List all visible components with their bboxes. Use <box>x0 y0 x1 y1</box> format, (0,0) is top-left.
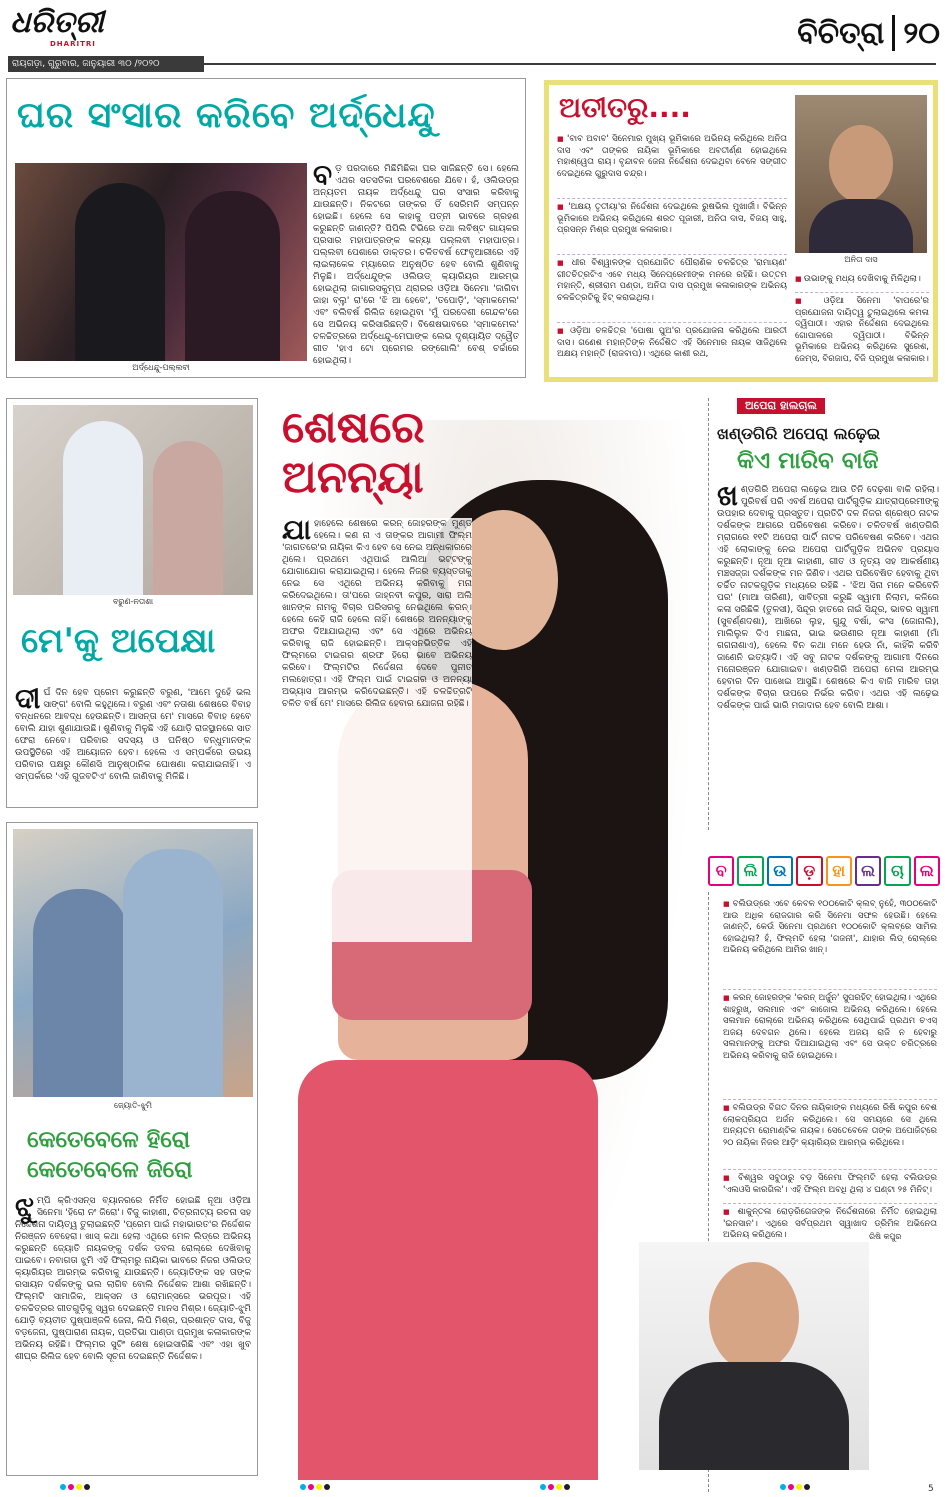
registration-dot <box>540 1484 546 1490</box>
registration-dot <box>788 1484 794 1490</box>
atitaru-photo <box>795 95 927 253</box>
atitaru-box <box>544 80 938 382</box>
bollywood-banner-tile: ଚା <box>884 856 910 886</box>
bollywood-banner-tile: ହା <box>826 856 852 886</box>
opera-body-text: ଣ୍ଡଗିରି ଅପେରା ଲଢ଼େଇ ଆଉ ତିନି ଦେଢ଼ଶା ବାକି ରହିଲା। ପୁରିବର୍ଷ ପରି ଏବର୍ଷ ଅପେରା ପାର୍ଟିଗୁଡ଼ିକ ଯାତ୍ରାପ୍ରେମୀଙ୍କୁ ଉପହାର ଦେବାକୁ ପ୍ରସ୍ତୁତ। ପ୍ରତିଟି ଦଳ ନିଜର ଶ୍ରେଷ୍ଠ ନାଟକ ଦର୍ଶକଙ୍କ ଆଗରେ ପରିବେଷଣ କରିବେ। ଚଳିତବର୍ଷ ଖଣ୍ଡଗିରି ମ୍ରାଗରେ ୧୧ଟି ଅପେରା ପାର୍ଟି ନାଟକ ପରିବେଷଣ କରିବେ। ଏଥର ଏହି ଲୋକାଙ୍କୁ ନେଇ ଅପେରା ପାର୍ଟିଗୁଡ଼ିକ ଅଭିନବ ପ୍ରୟାସ କରୁଛନ୍ତି। ନୂଆ ନୂଆ କାହାଣୀ, ଗୀତ ଓ ନୃତ୍ୟ ସହ ଆକର୍ଷଣୀୟ ମଞ୍ଚସଜ୍ଜା ଦର୍ଶକଙ୍କ ମନ ଜିଣିବ। ଏଥର ପରିବେଷିତ ହେବାକୁ ଥିବା ଚର୍ଚ୍ଚିତ ନାଟକଗୁଡ଼ିକ ମଧ୍ୟରେ ରହିଛି - 'ଝିଅ ସିନା ମନେ କରିବେନି ପର' (ମାଆ ତାରିଣୀ), ସାବିତ୍ରୀ କରୁଛି ସ୍ୱାମୀ ନିଲାମ, କଳିରେ କଳା ସରିଛିକି (ତୁଳସୀ), ସିନ୍ଦୂର ହାତରେ ନାଇଁ ସିନ୍ଦୂର, ଭାବର ସ୍ୱାମୀ (ସୁବର୍ଣ୍ଣଦଶା), ଆଖିରେ ଲୁହ, ଗୁନ୍ଦୁ ବର୍ଷା, କଂସ (ଜୋନାଲି), ମାଲିଲୁଳ ଦିଏ ମାଛନା, ଭାଇ ଭଉଣୀର ନୂଆ କାହାଣୀ (ମାଁ ଗଗନାଶାଏ), ହେଲେ ବିନ କଥା ମନେ ହେଉ ନାଁ, କାହିଁକି କରିବି ଜାଣେନି ଇତ୍ୟାଦି। ଏହି ସବୁ ନାଟକ ଦର୍ଶକଙ୍କୁ ଆଗାମୀ ଦିନରେ ମନୋରଞ୍ଜନ ଯୋଗାଇବ। ଖଣ୍ଡଗିରି ଅପେରା ମେଳା ଆରମ୍ଭ ହେବାର ଦିନ ପାଖେଇ ଆସୁଛି। ଶେଷରେ କିଏ ବାଜି ମାରିବ ତାହା ଦର୍ଶକଙ୍କ ବିଚାର ଉପରେ ନିର୍ଭର କରିବ। ଏଥର ଏହି ଲଢ଼େଇ ଦର୍ଶକଙ୍କ ପାଇଁ ଭାରି ମଜାଦାର ହେବ ବୋଲି ଆଶା। <box>717 485 939 711</box>
registration-dot <box>556 1484 562 1490</box>
lead-body-text: ଡ଼ ପରଦାରେ ମିଛିମିଛିକା ଘର ସାଜିଛନ୍ତି ସେ। ହେଲେ ଏଥର ସତସତିକା ଘରବେଶରେ ଯିବେ। ହଁ, ଓଲିଉଡ୍‌ର ଅନ୍ୟତମ ନାୟକ ଅର୍ଦ୍ଧେନ୍ଦୁ ଘର ସଂସାର କରିବାକୁ ଯାଉଛନ୍ତି। ନିକଟରେ ତାଙ୍କର ଡିଁ ସେରିମନି ସମ୍ପନ୍ନ ହୋଇଛି। ହେଲେ ସେ କାହାକୁ ପତ୍ନୀ ଭାବରେ ଗ୍ରହଣ କରୁଛନ୍ତି ଜାଣନ୍ତି? ପିପିଲି ଟିଭିରେ ତଥା ଲବିଷ୍ଟ ଗାୟକର ପ୍ରସାର ମହାପାତ୍ରଙ୍କ କନ୍ୟା ପଲ୍ଲବୀ ମହାପାତ୍ର। ପଲ୍ଲବୀ ପେଶାରେ ଡାକ୍ତର। ଚଳିତବର୍ଷ ଫେବୃଆରୀରେ ଏହି ଲାଇଲାକେକ ମ୍ୟାରେଜ ଅନୁଷ୍ଠିତ ହେବ ବୋଲି ଶୁଣିବାକୁ ମିଳୁଛି। ଅର୍ଦ୍ଧେନ୍ଦୁଙ୍କ ଓଲିଉଡ୍ କ୍ୟାରିୟର ଆରମ୍ଭ ହୋଇଥିଲା ଜାଗାରସକୁମ୍ପ ଥ୍ରାରର ଓଡ଼ିଆ ସିନେମା 'ଜାଗିବା ଜାହା ବ୍ଲୁ' ରା'ରେ 'ଝି ଆ ହେବେ', 'ତପୋଡ଼ି', 'ସ୍ମାକମେଲ' ଏବଂ ବଲିବର୍ଷ ରିଲିଜ ହୋଇଥିବା 'ମୁଁ ପରଦେଶୀ ଗେନ୍ଦଳ'ରେ ସେ ଅଭିନୟ କରିସାରିଛନ୍ତି। ବିଶେଷଭାବରେ 'ସ୍ମାକମେଲ' ଚଳଚ୍ଚିତ୍ରରେ ଅର୍ଦ୍ଧେନ୍ଦୁ-ମେଘାଙ୍କ ଲେଭ ଦୃଶ୍ୟାୟିତ ଦ୍ୱୈତ ଗୀତ 'ହାଏ ଟୋ ପ୍ରେମର ରଙ୍ଗୋଲି' ବେଶ୍ ଚର୍ଚ୍ଚାରେ ହୋଇଥିଲା। <box>313 164 519 366</box>
registration-dot <box>564 1484 570 1490</box>
registration-dot <box>84 1484 90 1490</box>
opera-body <box>717 484 939 824</box>
opera-tag: ଅପେରା ହାଲଚାଲ <box>737 398 825 414</box>
rishi-photo <box>639 1242 869 1470</box>
dateline: ରାୟଗଡ଼ା, ଗୁରୁବାର, ଜାନୁୟାରୀ ୩୦ /୨୦୨୦ <box>12 59 160 69</box>
lead-headline: ଘର ସଂସାର କରିବେ ଅର୍ଦ୍ଧେନ୍ଦୁ <box>17 95 436 136</box>
footer-registration <box>0 1482 945 1496</box>
registration-dot <box>548 1484 554 1490</box>
list-item: ■ ଓଡ଼ିଆ ଚଳଚ୍ଚିତ୍ର 'ପୋଷା ପୁଅ'ର ପ୍ରଯୋଜନା କରିଥିଲେ ଆରତୀ ଦାସ। ଗଣେଶ ମହାନ୍ତିଙ୍କ ନିର୍ଦ୍ଦେଶିତ ଏହି ସିନେମାର ନାୟକ ସାଜିଥିଲେ ଅକ୍ଷୟ ମହାନ୍ତି (ରାଜବାପ)। ଏଥିରେ କାଶୀ ରଥ, <box>557 323 787 367</box>
atitaru-photo-face <box>829 125 893 203</box>
logo-text: ଧରିତ୍ରୀ <box>10 5 104 40</box>
registration-dot <box>796 1484 802 1490</box>
bollywood-banner-tile: ଲି <box>737 856 763 886</box>
opera-story-box <box>708 398 940 830</box>
list-item: ■ 'ବାବ ଅବାବ' ସିନେମାର ମୁଖ୍ୟ ଭୂମିକାରେ ଅଭିନୟ କରିଥିଲେ ଅନିତା ଦାସ ଏବଂ ତାଙ୍କର ନାୟିକା ଭୂମିକାରେ ଅବତୀର୍ଣ୍ଣ ହୋଇଥିଲେ ମହାଶ୍ୱେତା ରାୟ। ବୃନ୍ଦାବନ ଜେନା ନିର୍ଦ୍ଦେଶନା ଦେଇଥିବା ବେଳେ ସଙ୍ଗୀତ ଦେଇଥିଲେ ଗୁରୁଦାସ ଚନ୍ଦ୍ର। <box>557 131 787 199</box>
lead-photo-figure-right <box>185 191 280 361</box>
ananya-body <box>282 518 472 942</box>
page-number: ୨୦ <box>903 15 940 51</box>
list-item: ■ ଉଭାଙ୍କୁ ମଧ୍ୟ ଦେଖିବାକୁ ମିଳିଥିଲା। <box>795 271 929 293</box>
atitaru-photo-caption: ଅନିତା ଦାସ <box>844 255 878 264</box>
registration-dot <box>308 1484 314 1490</box>
registration-dot <box>68 1484 74 1490</box>
lead-photo-caption: ଅର୍ଦ୍ଧେନ୍ଦୁ-ପଲ୍ଲବୀ <box>132 363 190 372</box>
atitaru-list <box>557 131 787 367</box>
registration-mark <box>780 1484 810 1490</box>
varun-body-text: ର୍ଘ ଦିନ ହେବ ପ୍ରେମ କରୁଛନ୍ତି ବରୁଣ, 'ଆମେ ଦୁହେଁ ଭଲ ସାଙ୍ଗ' ବୋଲି କହୁଥିଲେ। ବରୁଣ ଏବଂ ନତାଶା ଶେଷରେ ବିବାହ ବନ୍ଧନରେ ଆବଦ୍ଧ ହେଉଛନ୍ତି। ଆସନ୍ତା ମେ' ମାସରେ ବିବାହ ହେବେ ବୋଲି ଯାହା ଶୁଣାଯାଉଛି। ଶୁଣିବାକୁ ମିଳୁଛି ଏହି ଯୋଡ଼ି ରାଜସ୍ଥାନରେ ସାତ ଫେରା ନେବେ। ପରିବାର ସଦସ୍ୟ ଓ ଘନିଷ୍ଠ ବନ୍ଧୁମାନଙ୍କ ଉପସ୍ଥିତିରେ ଏହି ଆୟୋଜନ ହେବ। ହେଲେ ଏ ସମ୍ପର୍କରେ ଉଭୟ ପରିବାର ପକ୍ଷରୁ କୌଣସି ଆନୁଷ୍ଠାନିକ ଘୋଷଣା କରାଯାଇନାହିଁ। ଏ ସମ୍ପର୍କରେ 'ଏହି ଗୁଜବଟିଏ' ବୋଲି ଜାଣିବାକୁ ମିଳିଛି। <box>15 688 251 782</box>
logo-sub: DHARITRI <box>50 40 96 48</box>
list-item: ■ 'ଅକ୍ଷୟ ତୃତୀୟା'ର ନିର୍ଦ୍ଦେଶନା ଦେଇଥିଲେ ରୁଷଭିଲ ମୁଖାର୍ଜୀ। ବିଭିନ୍ନ ଭୂମିକାରେ ଅଭିନୟ କରିଥିଲେ ଶରତ ପୂଜାରୀ, ଅନିତା ଦାସ, ବିଜୟ ସାହୁ, ପ୍ରସନ୍ନ ମିଶ୍ର ପ୍ରମୁଖ କଳାକାର। <box>557 199 787 255</box>
list-item: ■ ଶାକୁନ୍ତଳା ରୋଡ଼ରିଗେଜଙ୍କ ନିର୍ଦ୍ଦେଶନାରେ ନିର୍ମିତ ହୋଇଥିଲା 'ଇନସାନ'। ଏଥିରେ ସର୍ବପ୍ରଥମ ସ୍ୱାଖାଦ ଡ୍ରିମିଳ ଅଭିନେତା ଅଭିନୟ କରିଥିଲେ। <box>723 1204 937 1248</box>
opera-headline-1: ଖଣ୍ଡଗିରି ଅପେରା ଲଢ଼େଇ <box>717 424 881 443</box>
jyoti-photo <box>13 829 253 1097</box>
varun-body <box>15 687 251 803</box>
list-item: ■ ଧୀର ବିଶ୍ୱାଳଙ୍କ ପ୍ରଯୋଜିତ ପୌରାଣିକ ଚଳଚ୍ଚିତ୍ର 'ରାମାୟଣ' ଗୀତଚିତ୍ରଟିଏ ଏବେ ମଧ୍ୟ ସିନେପ୍ରେମୀଙ୍କ ମନରେ ରହିଛି। ଉତ୍ତମ ମହାନ୍ତି, ଶ୍ରୀରାମ ପଣ୍ଡା, ଅନିତା ଦାସ ପ୍ରମୁଖ କଳାକାରଙ୍କ ଅଭିନୟ ଚଳଚ୍ଚିତ୍ରଟିକୁ ହିଟ୍ କରାଇଥିଲା। <box>557 255 787 323</box>
dateline-bar <box>8 56 204 72</box>
varun-photo <box>13 405 253 595</box>
opera-headline-2: କିଏ ମାରିବ ବାଜି <box>737 448 879 474</box>
lead-story-box <box>6 78 526 378</box>
section-name: ବିଚିତ୍ରା <box>797 15 885 51</box>
list-item: ■ କରନ୍ ଜୋହରଙ୍କ 'କରନ୍ ଅର୍ଜୁନ' ସୁପରହିଟ୍ ହୋଇଥିଲା। ଏଥିରେ ଶାହରୁଖ୍, ସଲମାନ ଏବଂ କାଜୋଲ ଅଭିନୟ କରିଥିଲେ। ହେଲେ ସଲମାନ ରୋଲ୍‌ରେ ଅଭିନୟ କରିଥିଲେ ସେଥିପାଇଁ ପ୍ରଥମ ଚଏସ୍ ଅଜୟ ଦେବଗନ ଥିଲେ। ହେଲେ ଅଜୟ ରାଜି ନ ହେବାରୁ ସଲମାନଙ୍କୁ ଅଫର ଦିଆଯାଇଥିଲା ଏବଂ ସେ ଉକ୍ତ ଚରିତ୍ରରେ ଅଭିନୟ କରିବାକୁ ରାଜି ହୋଇଥିଲେ। <box>723 990 937 1100</box>
ananya-photo-skirt <box>298 1060 598 1480</box>
jyoti-body <box>15 1195 251 1471</box>
atitaru-heading: ଅତୀତରୁ.... <box>559 91 691 124</box>
section-header <box>735 8 940 58</box>
bollywood-list <box>723 896 937 1248</box>
jyoti-photo-caption: ଜ୍ୟୋତି-ଝୁମି <box>114 1101 152 1110</box>
list-item: ■ ବଲିଉଡ୍‌ରେ ଏବେ କେବଳ ୧୦୦କୋଟି କ୍ଲବ୍ ନୁହେଁ, ୩୦୦କୋଟି ଆଉ ଅଧିକ ରୋଜଗାର କରି ସିନେମା ସଫଳ ହେଉଛି। ହେଲେ ଜାଣନ୍ତି, କେଉଁ ସିନେମା ପ୍ରଥମେ ୧୦୦କୋଟି କ୍ଲବ୍‌ରେ ସାମିଲ ହୋଇଥିଲା? ହଁ, ଫିଲ୍ମଟି ହେଲା 'ଗଜନୀ', ଯାହାର ଲିଡ୍ ରୋଲ୍‌ରେ ଅଭିନୟ କରିଥିଲେ ଆମିର ଖାନ୍। <box>723 896 937 990</box>
registration-dot <box>780 1484 786 1490</box>
varun-dropcap: ଦୀ <box>15 687 41 715</box>
ananya-dropcap: ଯା <box>282 518 312 546</box>
jyoti-photo-figure-right <box>123 849 223 1097</box>
bollywood-banner-tile: ଡ଼ <box>796 856 822 886</box>
registration-mark <box>60 1484 90 1490</box>
lead-photo <box>15 163 307 361</box>
atitaru-side-list <box>795 271 929 373</box>
jyoti-headline-1: କେତେବେଳେ ହିରୋ <box>27 1127 191 1153</box>
rishi-photo-face <box>709 1262 799 1372</box>
lead-body <box>313 163 519 373</box>
rishi-photo-caption: ରିଷି କପୁର <box>869 1232 902 1241</box>
bollywood-banner-tile: ଲ <box>855 856 881 886</box>
lead-photo-figure-left <box>75 183 165 361</box>
registration-dot <box>316 1484 322 1490</box>
ananya-headline-1: ଶେଷରେ <box>282 402 425 453</box>
list-item: ■ ବିଶ୍ୱର ସବୁଠାରୁ ବଡ଼ ସିନେମା ଫିଲ୍ମଟି ହେଲା ବଲିଉଡ୍‌ର 'ଏଲଓସି କାରଗିଲ'। ଏହି ଫିଲ୍ମ ଅବଧି ଥିଲା ୪ ଘଣ୍ଟା ୨୫ ମିନିଟ୍। <box>723 1170 937 1204</box>
list-item: ■ ଓଡ଼ିଆ ସିନେମା 'ବାପରେ'ର ପ୍ରଯୋଜନା ଦାୟିତ୍ୱ ତୁଲାଇଥିଲେ କମଳା ଦ୍ୱିପାଠୀ। ଏହାର ନିର୍ଦ୍ଦେଶନା ଦେଇଥିଲେ ଗୋପାଳରେ ଦ୍ୱିପାଠୀ। ବିଭିନ୍ନ ଭୂମିକାରେ ଅଭିନୟ କରିଥିଲେ ସୁରେଶ, ଜେମ୍ସ, ବିରଜାପ, ବିଜି ପ୍ରମୁଖ କଳାକାର। <box>795 293 929 373</box>
registration-mark <box>540 1484 570 1490</box>
lead-dropcap: ବ <box>313 163 333 191</box>
rishi-photo-body <box>659 1362 849 1470</box>
bollywood-banner <box>708 856 940 886</box>
bollywood-banner-tile: ଉ <box>767 856 793 886</box>
varun-story-box <box>6 398 258 808</box>
varun-photo-figure-right <box>153 441 223 595</box>
jyoti-dropcap: ଝୁ <box>15 1195 35 1223</box>
ananya-body-text: ହାହେଲେ ଶେଷରେ କରନ୍ ଜୋହରଙ୍କ ମୁଣ୍ଡ ହେଲେ। କଣ ନା ଏ ତାଙ୍କର ଆଗାମୀ ଫିଲ୍ମ 'ଜାଗତରେ'ର ନାୟିକା କିଏ ହେବ ସେ ନେଇ ଅନ୍ଧକାରରେ ଥିଲେ। ପ୍ରଥମେ ଏଥିପାଇଁ ଆଲିଆ ଭଟ୍ଟଙ୍କୁ ଯୋଗାଯୋଗ କରାଯାଇଥିଲା। ହେଲେ ନିଜର ବ୍ୟସ୍ତତାକୁ ନେଇ ସେ ଏଥିରେ ଅଭିନୟ କରିବାକୁ ମନା କରିଦେଇଥିଲେ। ତା'ପରେ ଜାହ୍ନବୀ କପୁର, ସାରା ଅଲି ଖାନଙ୍କ ନାମକୁ ବିଚାର ପରିସରକୁ ନେଇଥିଲେ କରନ୍। ହେଲେ କେହି ରାଜି ହେଲେ ନାହିଁ। ଶେଷରେ ଅନନ୍ୟାଙ୍କୁ ଅଫର ଦିଆଯାଇଥିଲା ଏବଂ ସେ ଏଥିରେ ଅଭିନୟ କରିବାକୁ ରାଜି ହୋଇଛନ୍ତି। ଆକ୍ସନଭିତ୍ତିକ ଏହି ଫିଲ୍ମରେ ଟାଇଗର ଶ୍ରଫ ହିରୋ ଭାବେ ଅଭିନୟ କରିବେ। ଫିଲ୍ମଟିର ନିର୍ଦ୍ଦେଶନା ଦେବେ ପୁନୀତ ମଲହୋତ୍ରା। ଏହି ଫିଲ୍ମ ପାଇଁ ଟାଇଗର ଓ ଅନନ୍ୟା ଅଭ୍ୟାସ ଆରମ୍ଭ କରିଦେଇଛନ୍ତି। ଏହି ଚଳଚ୍ଚିତ୍ରଟି ଚଳିତ ବର୍ଷ ମେ' ମାସରେ ରିଲିଜ ହେବାର ଯୋଜନା ରହିଛି। <box>282 519 472 709</box>
registration-mark <box>300 1484 330 1490</box>
ananya-headline-2: ଅନନ୍ୟା <box>282 452 424 503</box>
varun-headline: ମେ'କୁ ଅପେକ୍ଷା <box>21 621 216 661</box>
registration-dot <box>804 1484 810 1490</box>
varun-photo-figure-left <box>63 421 143 595</box>
section-divider <box>892 15 895 51</box>
varun-photo-caption: ବରୁଣ-ନତାଶା <box>112 597 154 606</box>
jyoti-story-box <box>6 822 258 1476</box>
top-rule <box>204 63 936 65</box>
registration-dot <box>300 1484 306 1490</box>
atitaru-photo-body <box>809 199 913 253</box>
masthead-logo <box>10 6 200 54</box>
registration-dot <box>60 1484 66 1490</box>
jyoti-headline-2: କେତେବେଳେ ଜିରୋ <box>27 1157 193 1183</box>
registration-dot <box>76 1484 82 1490</box>
jyoti-body-text: ମ୍ପି କ୍ରିଏସନ୍ସ ବ୍ୟାନରରେ ନିର୍ମିତ ହୋଇଛି ନୂଆ ଓଡ଼ିଆ ସିନେମା 'ହିରୋ ନଂ ଜିରୋ'। ବିଜୁ କାହାଣୀ, ଚିତ୍ରନାଟ୍ୟ ରଚନା ସହ ନିର୍ଦ୍ଦେଶନା ଦାୟିତ୍ୱ ତୁଲାଇଛନ୍ତି 'ପ୍ରେମ ପାଇଁ ମହାଭାରତ'ର ନିର୍ଦ୍ଦେଶକ ନିରଞ୍ଜନ ବେହେରା। ଖାସ୍ କଥା ହେଲା ଏଥିରେ ମେଳ ଲିଡ୍‌ରେ ଅଭିନୟ କରୁଛନ୍ତି ଜ୍ୟୋତି ନାୟକଙ୍କୁ ଦର୍ଶକ ଡବଲ ରୋଲ୍‌ରେ ଦେଖିବାକୁ ପାଇବେ। ନବାଗତା ଝୁମି ଏହି ଫିଲ୍ମରୁ ନାୟିକା ଭାବରେ ନିଜର ଓଲିଉଡ୍ କ୍ୟାରିୟର ଆରମ୍ଭ କରିବାକୁ ଯାଉଛନ୍ତି। ଜ୍ୟୋତିଙ୍କ ସହ ତାଙ୍କ ରସାୟନ ଦର୍ଶକଙ୍କୁ ଭଲ ଲାଗିବ ବୋଲି ନିର୍ଦ୍ଦେଶକ ଆଶା ରଖିଛନ୍ତି। ଫିଲ୍ମଟି ସାମାଜିକ, ଆକ୍ସନ ଓ ରୋମାନ୍ସରେ ଭରପୂର। ଏହି ଚଳଚ୍ଚିତ୍ରର ଗୀତଗୁଡ଼ିକୁ ସ୍ୱର ଦେଇଛନ୍ତି ମାନସ ମିଶ୍ର। ଜ୍ୟୋତି-ଝୁମି ଯୋଡ଼ି ବ୍ୟତୀତ ପୁଷ୍ପାଞ୍ଜଳି ଜେନା, ଲିପି ମିଶ୍ର, ପ୍ରଶାନ୍ତ ଦାସ, ବିଜୁ ବଡ଼ଜେନା, ପୁଷ୍ପାରାଣ ନାୟକ, ପ୍ରତିଭା ପାଣ୍ଡା ପ୍ରମୁଖ କଳାକାରଙ୍କ ଅଭିନୟ ରହିଛି। ଫିଲ୍ମର ସୁଟିଂ ଶେଷ ହୋଇସାରିଛି ଏବଂ ଏହା ଖୁବ ଶୀଘ୍ର ରିଲିଜ ହେବ ବୋଲି ସୂଚନା ଦେଇଛନ୍ତି ନିର୍ଦ୍ଦେଶକ। <box>15 1196 251 1362</box>
folio-mark: 5 <box>928 1484 934 1494</box>
registration-dot <box>324 1484 330 1490</box>
bollywood-box <box>708 892 940 1492</box>
bollywood-banner-tile: ବ <box>708 856 734 886</box>
jyoti-photo-figure-left <box>33 889 128 1097</box>
list-item: ■ ବଲିଉଡ୍‌ର ବିଗତ ଦିନର ନାୟିକାଙ୍କ ମଧ୍ୟରେ ରିଷି କପୁର ବେଶ ଲୋକପ୍ରିୟତା ଅର୍ଜନ କରିଥିଲେ। ସେ ସମୟରେ ସେ ଥିଲେ ଅନ୍ୟତମ ରୋମାଣ୍ଟିକ ନାୟକ। ସେତେବେଳେ ତାଙ୍କ ଅପୋଜିଟ୍‌ରେ ୨୦ ନାୟିକା ନିଜର ଆଡ଼ିଂ କ୍ୟାରିୟର ଆରମ୍ଭ କରିଥିଲେ। <box>723 1100 937 1170</box>
opera-dropcap: ଖ <box>717 484 738 512</box>
bollywood-banner-tile: ଲ <box>914 856 940 886</box>
